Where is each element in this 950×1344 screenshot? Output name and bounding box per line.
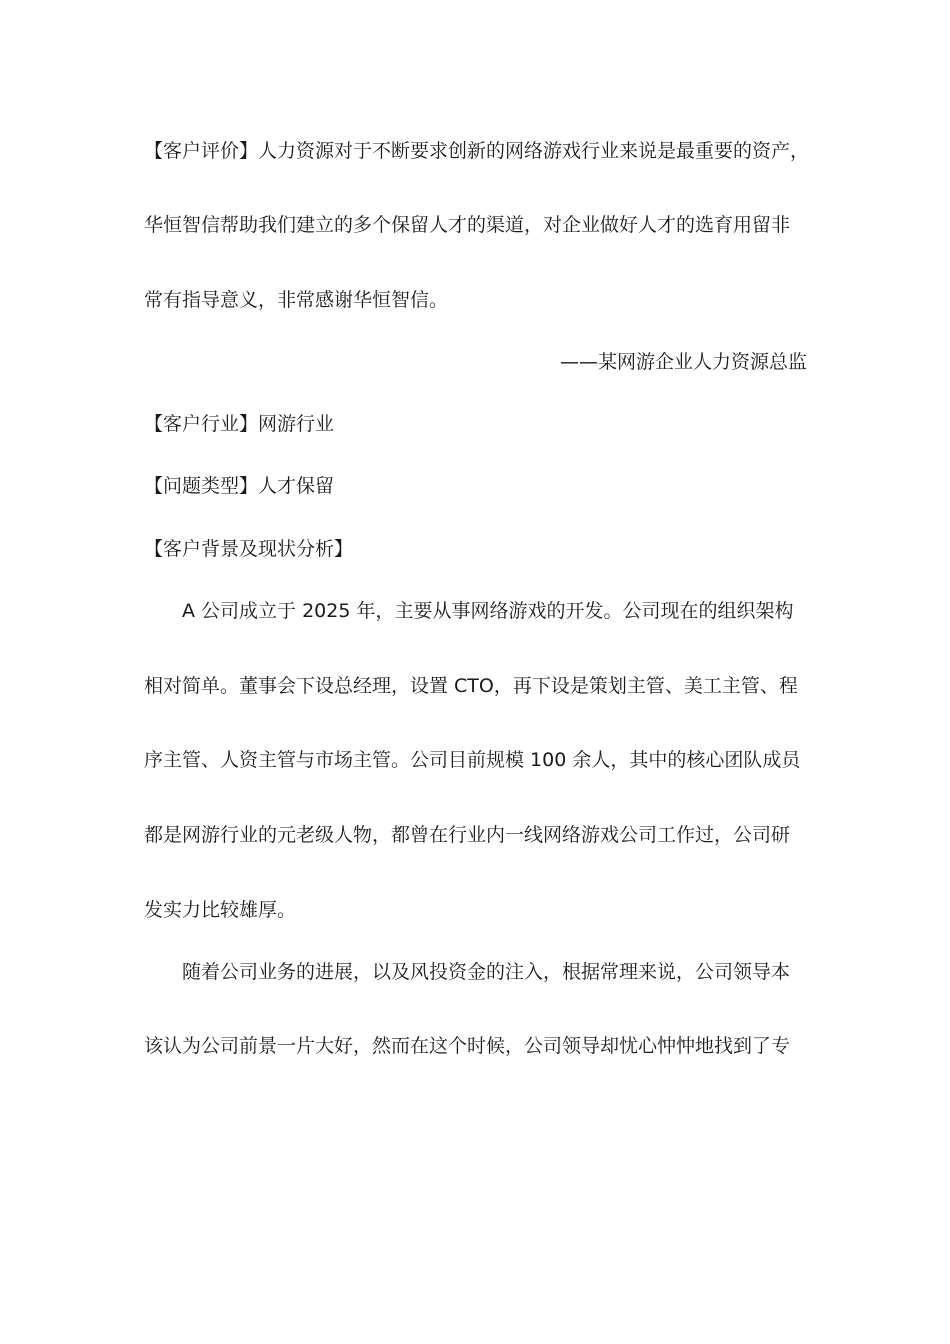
testimonial-line-3: 常有指导意义，非常感谢华恒智信。: [144, 289, 449, 311]
background-heading: 【客户背景及现状分析】: [144, 538, 354, 560]
problem-type-label: 【问题类型】人才保留: [144, 475, 335, 497]
paragraph2-line-1: 随着公司业务的进展，以及风投资金的注入，根据常理来说，公司领导本: [182, 961, 791, 983]
paragraph1-line-4: 都是网游行业的元老级人物，都曾在行业内一线网络游戏公司工作过，公司研: [144, 824, 791, 846]
paragraph1-line-1: A 公司成立于 2025 年，主要从事网络游戏的开发。公司现在的组织架构: [182, 600, 794, 622]
testimonial-line-2: 华恒智信帮助我们建立的多个保留人才的渠道，对企业做好人才的选育用留非: [144, 214, 791, 236]
paragraph1-line-5: 发实力比较雄厚。: [144, 899, 297, 921]
industry-label: 【客户行业】网游行业: [144, 413, 335, 435]
paragraph1-line-3: 序主管、人资主管与市场主管。公司目前规模 100 余人，其中的核心团队成员: [144, 749, 801, 771]
testimonial-attribution: ——某网游企业人力资源总监: [559, 351, 807, 373]
paragraph1-line-2: 相对简单。董事会下设总经理，设置 CTO，再下设是策划主管、美工主管、程: [144, 675, 798, 697]
paragraph2-line-2: 该认为公司前景一片大好，然而在这个时候，公司领导却忧心忡忡地找到了专: [144, 1035, 791, 1057]
testimonial-line-1: 【客户评价】人力资源对于不断要求创新的网络游戏行业来说是最重要的资产，: [144, 140, 810, 162]
